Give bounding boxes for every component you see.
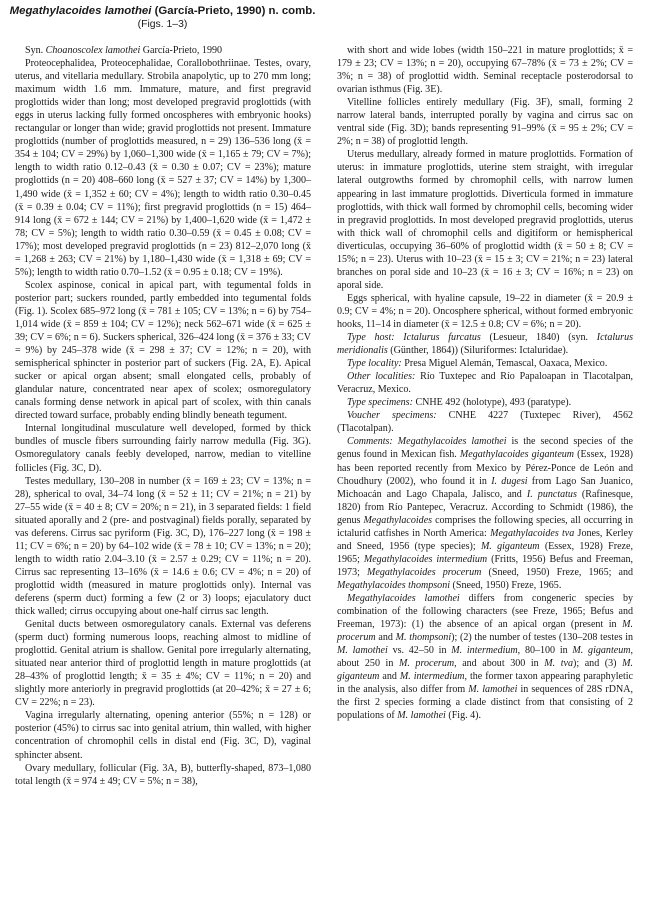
italic-text: Ictalurus meridionalis xyxy=(337,332,633,357)
italic-text: M. giganteum xyxy=(572,645,631,657)
text-run: Presa Miguel Alemán, Temascal, Oaxaca, Mexico. xyxy=(401,358,608,370)
figure-reference: (Figs. 1–3) xyxy=(137,19,188,30)
text-run: Syn. xyxy=(25,45,46,56)
italic-text: M. lamothei xyxy=(468,684,518,696)
text-run: García-Prieto, 1990 xyxy=(140,45,223,56)
paragraph xyxy=(337,592,633,722)
italic-text: M. tva xyxy=(544,658,573,670)
paragraph xyxy=(337,357,633,370)
text-run: Eggs spherical, with hyaline capsule, 19–22 in diameter (x̄ = 20.9 ± 0.9; CV = 4%; n = 20). Oncosphere spherical, without formed embryonic hooks, 11–14 in diameter (x̄ = 12.5 ± 0.8; CV = 6%; n = 20). xyxy=(337,292,633,330)
text-run: (Günther, 1864)) (Siluriformes: Ictaluridae). xyxy=(387,345,569,357)
italic-text: M. intermedium xyxy=(451,645,518,657)
italic-text: Megathylacoides intermedium xyxy=(363,553,488,565)
text-run: and xyxy=(379,671,400,683)
text-run: Vagina irregularly alternating, opening anterior (55%; n = 128) or posterior (45%) to cirrus sac into genital atrium, thin walled, with higher concentration of chromophil cells in distal end (Fig. 3C, D), vaginal sphincter absent. xyxy=(15,710,311,761)
paragraph xyxy=(15,762,311,788)
paragraph xyxy=(337,396,633,409)
text-run: Proteocephalidea, Proteocephalidae, Corallobothriinae. Testes, ovary, uterus, and vitellaria medullary. Strobila anapolytic, up to 270 mm long; maximum width 1.6 mm. Immature, mature, and first pregravid proglottids wider than long; most developed pregravid proglottids (with eggs in uterus lacking fully formed oncospheres with embryonic hooks) rectangular or longer than wide; gravid proglottids not present. Immature proglottids (number of proglottids measured, n = 29) 136–536 long (x̄ = 354 ± 104; CV = 29%) by 1,060–1,300 wide (x̄ = 1,165 ± 79; CV = 7%); length to width ratio 0.12–0.43 (x̄ = 0.30 ± 0.07; CV = 23%); mature proglottids (n = 20) 408–660 long (x̄ = 527 ± 37; CV = 14%) by 1,300–1,490 wide (x̄ = 1,352 ± 60; CV = 4%); length to width ratio 0.30–0.45 (x̄ = 0.39 ± 0.04; CV = 11%); first pregravid proglottids (n = 15) 464–914 long (x̄ = 672 ± 144; CV = 21%) by 1,400–1,620 wide (x̄ = 1,472 ± 78; CV = 5%); length to width ratio 0.30–0.59 (x̄ = 0.45 ± 0.08; CV = 17%); most developed pregravid proglottids (n = 23) 812–2,070 long (x̄ = 1,268 ± 263; CV = 21%) by 1,180–1,430 wide (x̄ = 1,318 ± 69; CV = 5%); length to width ratio 0.70–1.52 (x̄ = 0.95 ± 0.18; CV = 19%). xyxy=(15,58,311,278)
text-run: is the second species of the genus found in Mexican fish. xyxy=(337,436,633,461)
paragraph xyxy=(15,44,311,57)
species-name: Megathylacoides lamothei xyxy=(9,5,152,17)
paragraph xyxy=(15,709,311,761)
text-run: , about 250 in xyxy=(337,645,633,670)
italic-text: M. lamothei xyxy=(337,645,388,657)
italic-text: I. punctatus xyxy=(526,488,577,500)
text-run: , 80–100 in xyxy=(517,645,573,657)
paragraph xyxy=(337,44,633,96)
italic-text: M. lamothei xyxy=(397,710,446,722)
text-run: (Essex, 1928) has been reported recently from Mexico by Pérez-Ponce de León and Choudhury (2002), who found it in xyxy=(337,449,634,487)
paragraph xyxy=(15,618,311,709)
text-run: (Essex, 1928) Freze, 1965; xyxy=(337,540,633,565)
italic-text: Megathylacoides procerum xyxy=(367,566,482,578)
paragraph xyxy=(337,292,633,331)
italic-text: Type host: Ictalurus furcatus xyxy=(347,332,481,344)
italic-text: Comments: Megathylacoides lamothei xyxy=(347,436,507,448)
right-column xyxy=(337,44,633,722)
text-run: with short and wide lobes (width 150–221 in mature proglottids; x̄ = 179 ± 23; CV = 13%; n = 20), occupying 67–78% (x̄ = 73 ± 2%; CV = 3%; n = 38) of proglottid width. Seminal receptacle posterodorsal to ovarian isthmus (Fig. 3E). xyxy=(337,45,633,96)
text-run: , and about 300 in xyxy=(454,658,545,670)
text-run: Internal longitudinal musculature well developed, formed by thick bundles of muscle fibers surrounding fairly narrow medulla (Fig. 3G). Osmoregulatory canals feebly developed, narrow, median to vitelline follicles (Fig. 3C, D). xyxy=(15,423,311,474)
paragraph xyxy=(337,370,633,396)
italic-text: Megathylacoides xyxy=(363,514,433,526)
italic-text: M. thompsoni xyxy=(395,632,452,644)
text-run: Uterus medullary, already formed in mature proglottids. Formation of uterus: in immature proglottids, uterine stem straight, with irregular lateral outgrowths formed by chromophil cells, with narrow lumen appearing in last immature proglottids. Diverticula formed in immature proglottids, with thick wall formed by chromophil cells, becoming wider in pregravid proglottids. In most developed pregravid proglottids, uterus with thick wall of chromophil cells and digitiform or hemispherical diverticulas, occupying 36–60% of proglottid width (x̄ = 50 ± 8; CV = 15%; n = 23). Uterus with 10–23 (x̄ = 15 ± 3; CV = 21%; n = 23) lateral branches on poral side and 10–23 (x̄ = 16 ± 3; CV = 16%; n = 23) on aporal side. xyxy=(337,149,633,291)
text-run: in sequences of 28S rDNA, the first 2 species forming a clade distinct from that consisting of 2 populations of xyxy=(337,684,633,722)
text-run: , the former taxon appearing paraphyletic in the analysis, also differ from xyxy=(337,671,634,696)
text-run: CNHE 492 (holotype), 493 (paratype). xyxy=(412,397,572,409)
text-run: Testes medullary, 130–208 in number (x̄ = 169 ± 23; CV = 13%; n = 28), spherical to oval, 34–74 long (x̄ = 52 ± 11; CV = 21%; n = 21) by 27–55 wide (x̄ = 40 ± 8; CV = 20%; n = 21), in 3 separated fields: 1 field situated aporally and 2 (pre- and postvaginal) fields porally, separated by vas deferens. Cirrus sac pyriform (Fig. 3C, D), 176–227 long (x̄ = 198 ± 11; CV = 6%; n = 20) by 64–102 wide (x̄ = 78 ± 10; CV = 13%; n = 20); length to width ratio 2.04–3.10 (x̄ = 2.57 ± 0.29; CV = 11%; n = 20). Cirrus sac representing 13–16% (x̄ = 14.6 ± 0.6; CV = 4%; n = 20) of proglottid width (measured in mature proglottids only). Internal vas deferens (sperm duct) forming a few (2 or 3) loops; ejaculatory duct thick walled; cirrus occupying about one-half cirrus sac length. xyxy=(15,475,311,618)
text-run: vs. 42–50 in xyxy=(387,645,452,657)
paragraph xyxy=(337,331,633,357)
italic-text: Choanoscolex lamothei xyxy=(45,45,141,56)
text-run: Río Tuxtepec and Río Papaloapan in Tlacotalpan, Veracruz, Mexico. xyxy=(337,371,633,396)
italic-text: Other localities: xyxy=(347,371,416,383)
paragraph xyxy=(15,475,311,619)
text-run: from Lago San Juanico, Michoacán and Lago Chapala, Jalisco, and xyxy=(337,475,633,500)
italic-text: Megathylacoides lamothei xyxy=(347,592,460,604)
italic-text: M. procerum xyxy=(398,658,455,670)
italic-text: Megathylacoides tva xyxy=(490,527,575,539)
species-title xyxy=(0,4,325,18)
text-run: (Fritts, 1956) Befus and Freeman, 1973; xyxy=(337,553,633,578)
text-run: (Fig. 4). xyxy=(445,710,482,722)
text-run: Jones, Kerley and Sneed, 1956 (type species); xyxy=(337,527,634,552)
text-run: ); (2) the number of testes (130–208 testes in xyxy=(451,632,634,644)
left-column xyxy=(15,44,311,788)
text-run: (Sneed, 1950) Freze, 1965. xyxy=(450,579,562,591)
italic-text: Voucher specimens: xyxy=(347,410,437,422)
paragraph xyxy=(337,96,633,148)
paragraph xyxy=(337,148,633,292)
text-run: ); and (3) xyxy=(573,658,623,670)
text-run: (Lesueur, 1840) (syn. xyxy=(480,332,597,344)
paragraph xyxy=(337,435,633,592)
italic-text: M. giganteum xyxy=(480,540,540,552)
text-run: comprises the following species, all occurring in ictalurid catfishes in North America: xyxy=(337,514,633,539)
paragraph xyxy=(15,279,311,423)
italic-text: M. procerum xyxy=(337,619,633,644)
italic-text: I. dugesi xyxy=(491,475,528,487)
text-run: CNHE 4227 (Tuxtepec River), 4562 (Tlacotalpan). xyxy=(337,410,633,435)
text-run: and xyxy=(375,632,396,644)
text-run: (Rafinesque, 1820) from Río Pantepec, Veracruz. According to Schmidt (1986), the genus xyxy=(337,488,633,526)
italic-text: Type locality: xyxy=(347,358,402,370)
paragraph xyxy=(15,57,311,279)
species-heading xyxy=(0,4,325,31)
text-run: (Sneed, 1950) Freze, 1965; and xyxy=(481,566,634,578)
species-authority: (García-Prieto, 1990) n. comb. xyxy=(151,5,316,17)
italic-text: Megathylacoides giganteum xyxy=(459,449,575,461)
italic-text: M. giganteum xyxy=(337,658,633,683)
paragraph xyxy=(15,422,311,474)
italic-text: Type specimens: xyxy=(347,397,413,409)
text-run: differs from congeneric species by combination of the following characters (see Freze, 1965; Befus and Freeman, 1973): (1) the absence of an apical organ (present in xyxy=(337,592,633,631)
paragraph xyxy=(337,409,633,435)
italic-text: Megathylacoides thompsoni xyxy=(337,579,451,591)
text-run: Vitelline follicles entirely medullary (Fig. 3F), small, forming 2 narrow lateral bands, interrupted porally by vagina and cirrus sac on ventral side (Fig. 3D); bands representing 91–99% (x̄ = 95 ± 2%; CV = 2%; n = 38) of proglottid length. xyxy=(337,97,633,148)
text-run: Scolex aspinose, conical in apical part, with tegumental folds in posterior part; suckers rounded, partly embedded into tegumental folds (Fig. 1). Scolex 685–972 long (x̄ = 781 ± 105; CV = 13%; n = 6) by 754–1,014 wide (x̄ = 859 ± 104; CV = 12%); neck 562–671 wide (x̄ = 625 ± 39; CV = 6%; n = 6). Suckers spherical, 326–424 long (x̄ = 376 ± 33; CV = 9%) by 245–378 wide (x̄ = 298 ± 37; CV = 12%; n = 20), with semispherical sphincter in posterior part of suckers (Fig. 2A, E). Apical sucker or apical organ absent; small elongated cells, probably of glandular nature, concentrated near apex of scolex; osmoregulatory canals forming dense network in apical part of scolex, with thin canals directed toward surface, probably ending blindly beneath tegument. xyxy=(15,279,311,422)
text-run: Genital ducts between osmoregulatory canals. External vas deferens (sperm duct) forming numerous loops, reaching almost to midline of proglottid. Genital atrium is shallow. Genital pore irregularly alternating, situated near anterior third of proglottid length in mature proglottids (at 28–43% of proglottid length; x̄ = 35 ± 4%; CV = 11%; n = 20) and slightly more anteriorly in pregravid proglottids (at 20–42%; x̄ = 27 ± 6; CV = 22%; n = 23). xyxy=(15,619,311,709)
italic-text: M. intermedium xyxy=(399,671,465,683)
text-run: Ovary medullary, follicular (Fig. 3A, B), butterfly-shaped, 873–1,080 total length (x̄ = 974 ± 49; CV = 5%; n = 38), xyxy=(15,762,311,787)
